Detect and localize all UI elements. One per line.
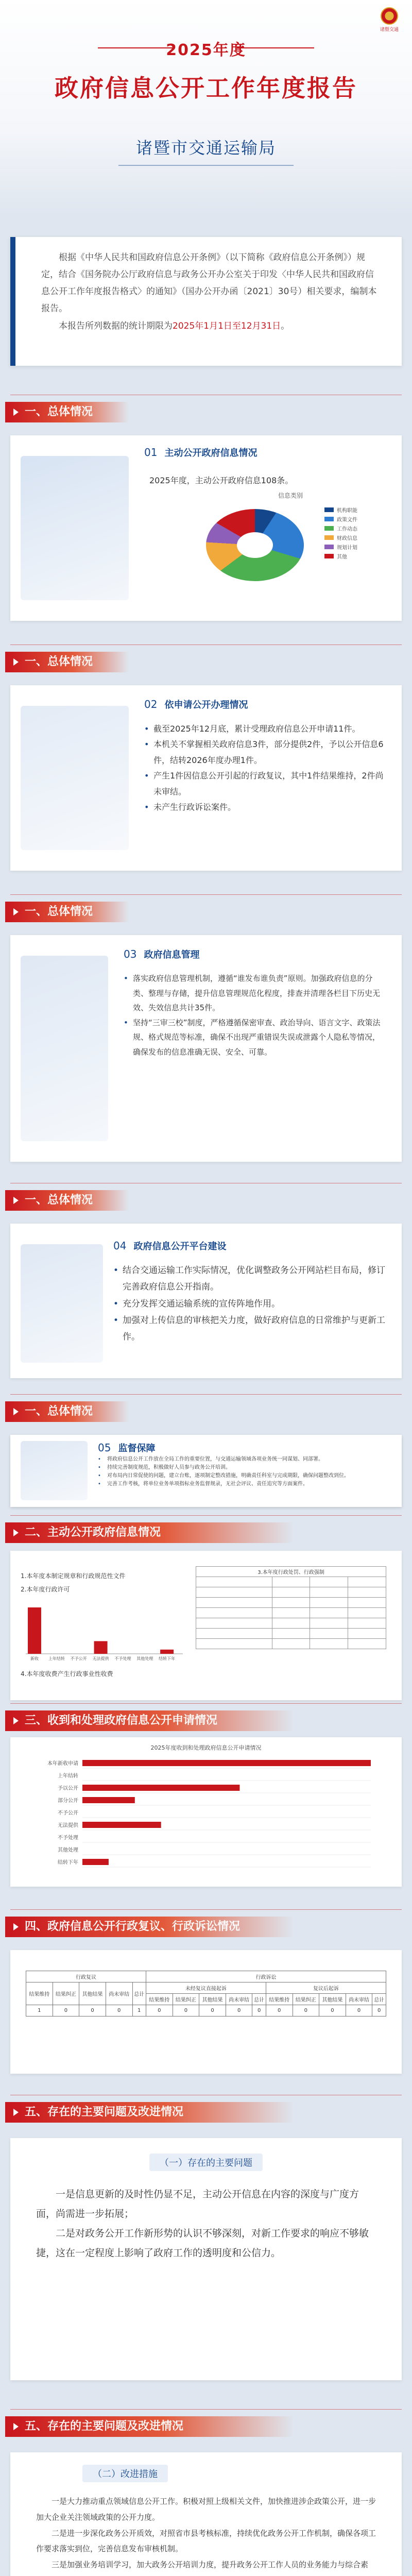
legend-swatch — [324, 507, 334, 512]
table-cell: 0 — [226, 2005, 252, 2016]
chart-bar — [82, 1822, 161, 1828]
tick-label: 本年新收申请 — [47, 1761, 78, 1767]
tick-label: 上年结转 — [58, 1773, 78, 1779]
section-title: 五、存在的主要问题及改进情况 — [25, 2106, 184, 2119]
table-cell: 0 — [266, 2005, 293, 2016]
legend-swatch — [324, 554, 334, 558]
section-header-4 — [0, 1906, 412, 1942]
table-cell: 0 — [53, 2005, 79, 2016]
section-header-1b — [0, 641, 412, 677]
table-cell: 0 — [319, 2005, 346, 2016]
sub-number: 05 — [98, 1442, 111, 1454]
measure-item: 三是加强业务培训学习，加大政务公开培训力度，提升政务公开工作人员的业务能力与综合素 — [52, 2560, 369, 2569]
chart-label: 2.本年度行政许可 — [21, 1586, 70, 1593]
triangle-icon — [13, 2109, 19, 2116]
tick-label: 部分公开 — [58, 1798, 78, 1804]
table-header: 尚未审结 — [106, 1982, 132, 2005]
triangle-icon — [13, 658, 19, 666]
section-title: 一、总体情况 — [25, 405, 93, 418]
table-header: 总计 — [252, 1994, 266, 2005]
legend-swatch — [324, 517, 334, 521]
emblem-icon — [381, 7, 398, 25]
legend-label: 其他 — [337, 554, 347, 560]
card-sub01 — [10, 435, 402, 621]
legend-item — [324, 551, 357, 561]
section-title: 一、总体情况 — [25, 655, 93, 668]
sub-number: 01 — [144, 446, 158, 459]
section-title: 一、总体情况 — [25, 1405, 93, 1418]
section-title: 三、收到和处理政府信息公开申请情况 — [25, 1714, 218, 1727]
intro-card — [10, 237, 402, 366]
triangle-icon — [13, 409, 19, 416]
section-header-1c — [0, 891, 412, 927]
list-item: • 对布局内日常促使的问题，建立台账，逐项制定整改措施，明确责任科室与完成期限，确保问题整改到位。 — [98, 1472, 391, 1480]
table-header: 总计 — [372, 1994, 386, 2005]
year-title: 2025年度 — [166, 41, 246, 59]
tick-label: 不予公开 — [58, 1810, 78, 1816]
table-header: 其他结果 — [79, 1982, 106, 2005]
problems-card — [10, 2138, 402, 2380]
table-cell: 0 — [293, 2005, 319, 2016]
report-header — [0, 0, 412, 216]
tick-label: 结转下年 — [58, 1860, 78, 1866]
sub-tag: （一）存在的主要问题 — [149, 2154, 263, 2171]
measure-item: 二是进一步深化政务公开质效，对照省市县考核标准，持续优化政务公开工作机制，确保各项工作要求落实到位，完善信息发布审核机制。 — [36, 2528, 376, 2554]
legend-swatch — [324, 535, 334, 540]
list-item: • 产生1件因信息公开引起的行政复议，其中1件结果维持，2件尚未审结。 — [144, 768, 386, 800]
section3-bars — [21, 1753, 391, 1882]
table-cell: 0 — [372, 2005, 386, 2016]
list-item: • 坚持“三审三校”制度，严格遵循保密审查、政治导向、语言文字、政策法规、格式规范等标准，确保不出现严重错误失误或泄露个人隐私等情况，确保发布的信息准确无误、安全、可靠。 — [124, 1015, 386, 1060]
list-item: • 截至2025年12月底，累计受理政府信息公开申请11件。 — [144, 721, 386, 737]
intro-period — [41, 318, 381, 335]
period-value: 2025年1月1日至12月31日 — [173, 320, 281, 331]
decor-image — [21, 706, 129, 850]
sub-number: 03 — [124, 948, 137, 960]
legend-swatch — [324, 545, 334, 549]
period-prefix: 本报告所列数据的统计期限为 — [59, 320, 173, 331]
section-header-1 — [0, 392, 412, 428]
problems-text — [36, 2184, 376, 2263]
table-header: 结果维持 — [266, 1994, 293, 2005]
tick-label: 其他处理 — [136, 1656, 153, 1661]
section-title: 一、总体情况 — [25, 905, 93, 918]
list-item: • 结合交通运输工作实际情况，优化调整政务公开网站栏目布局，修订完善政府信息公开指南。 — [113, 1262, 386, 1296]
tick-label: 结转下年 — [159, 1656, 176, 1661]
legend-label: 财政信息 — [337, 535, 357, 541]
table-header: 复议后起诉 — [266, 1982, 386, 1994]
chart-bar — [82, 1785, 239, 1791]
list-item: • 将政府信息公开工作放在全局工作的重要位置，与交通运输领域各项业务统一同谋划、同部署。 — [98, 1455, 391, 1464]
divider — [118, 165, 294, 166]
triangle-icon — [13, 1923, 19, 1930]
pie-title: 信息类别 — [278, 492, 303, 499]
table-cell: 0 — [252, 2005, 266, 2016]
chart-bar — [82, 1859, 109, 1865]
chart-bar — [28, 1607, 41, 1654]
main-title: 政府信息公开工作年度报告 — [55, 74, 357, 102]
section-header-5b — [0, 2406, 412, 2442]
table-cell: 3.本年度行政处罚、行政强制 — [196, 1567, 386, 1577]
tick-label: 不予公开 — [70, 1656, 87, 1661]
emblem-text: 诸暨交通 — [380, 27, 399, 32]
sub04-list — [113, 1262, 386, 1345]
section-title: 四、政府信息公开行政复议、行政诉讼情况 — [25, 1920, 241, 1933]
section2-chart — [10, 1551, 402, 1700]
chart-bar — [94, 1641, 108, 1654]
legend-item — [324, 542, 357, 551]
list-item: • 持续完善制度规范，积极做好人员参与政务公开培训。 — [98, 1464, 391, 1472]
tick-label: 上年结转 — [48, 1656, 65, 1661]
chart-bar — [82, 1797, 135, 1803]
triangle-icon — [13, 1408, 19, 1415]
list-item: • 落实政府信息管理机制，遵循“谁发布谁负责”原则。加强政府信息的分类、整理与存储，提升信息管理规范化程度，排查并清理各栏目下历史无效、失效信息共计35件。 — [124, 971, 386, 1015]
section4-table — [26, 1971, 386, 2016]
card-sub04 — [10, 1224, 402, 1378]
pie-donut — [206, 509, 304, 581]
table-header: 结果维持 — [26, 1982, 53, 2005]
table-header: 总计 — [132, 1982, 146, 2005]
list-item: • 充分发挥交通运输系统的宣传阵地作用。 — [113, 1296, 386, 1312]
table-row — [26, 2005, 386, 2016]
decor-image — [21, 456, 129, 600]
list-item: • 完善工作考核，将单位业务单项指标业务监督规录，无社会评议、责任追究等方面案件。 — [98, 1480, 391, 1488]
period-suffix: 。 — [281, 320, 290, 331]
section2-bars — [21, 1597, 185, 1664]
section-header-2 — [0, 1512, 412, 1548]
sub-label: 政府信息公开平台建设 — [133, 1241, 227, 1252]
table-cell: 0 — [173, 2005, 199, 2016]
sub-label: 主动公开政府信息情况 — [164, 448, 258, 459]
legend-item — [324, 505, 357, 514]
table-header: 其他结果 — [199, 1994, 226, 2005]
legend-label: 政策文件 — [337, 517, 357, 523]
table-cell: 1 — [132, 2005, 146, 2016]
triangle-icon — [13, 2423, 19, 2430]
sub-label: 监督保障 — [118, 1443, 156, 1454]
problem-item: 二是对政务公开工作新形势的认识不够深刻，对新工作要求的响应不够敏捷，这在一定程度上影响了政府工作的透明度和公信力。 — [36, 2228, 369, 2259]
legend-item — [324, 533, 357, 542]
pie-chart — [149, 500, 366, 618]
tick-label: 其他处理 — [58, 1848, 78, 1853]
sub05-list — [98, 1455, 391, 1488]
table-cell: 0 — [199, 2005, 226, 2016]
problem-item: 一是信息更新的及时性仍显不足，主动公开信息在内容的深度与广度方面，尚需进一步拓展； — [36, 2189, 359, 2219]
decor-image — [21, 1441, 88, 1500]
chart-bar — [82, 1760, 371, 1766]
measures-text — [36, 2494, 376, 2576]
intro-paragraph: 根据《中华人民共和国政府信息公开条例》（以下简称《政府信息公开条例》）规定，结合《国务院办公厅政府信息与政务公开办公室关于印发〈中华人民共和国政府信息公开工作年度报告格式〉的通知》（国办公开办函〔2021〕30号）相关要求，编制本报告。 — [41, 252, 377, 314]
tick-label: 新收 — [30, 1656, 39, 1661]
section-header-1d — [0, 1180, 412, 1216]
measure-item: 一是大力推动重点领域信息公开工作。积极对照上级相关文件，加快推进涉企政策公开，进一步加大企业关注领域政策的公开力度。 — [36, 2497, 376, 2522]
card-sub03 — [10, 935, 402, 1162]
section-header-5 — [0, 2092, 412, 2128]
tick-label: 无法提供 — [58, 1823, 78, 1828]
triangle-icon — [13, 908, 19, 916]
table-cell: 1 — [26, 2005, 53, 2016]
legend-label: 机构职能 — [337, 507, 357, 514]
legend-label: 规划计划 — [337, 545, 357, 551]
table-cell: 0 — [106, 2005, 132, 2016]
decor-image — [21, 1244, 103, 1363]
emblem — [380, 7, 399, 31]
legend-swatch — [324, 526, 334, 531]
list-item: • 加强对上传信息的审核把关力度，做好政府信息的日常维护与更新工作。 — [113, 1312, 386, 1346]
table-header: 尚未审结 — [226, 1994, 252, 2005]
table-cell: 0 — [346, 2005, 372, 2016]
table-header: 行政诉讼 — [146, 1971, 386, 1982]
sub02-list — [144, 721, 386, 815]
table-header: 结果维持 — [146, 1994, 173, 2005]
chart-title: 2025年度收到和处理政府信息公开申请情况 — [150, 1744, 262, 1751]
sub-label: 依申请公开办理情况 — [164, 700, 248, 710]
sub-number: 04 — [113, 1240, 127, 1252]
list-item: • 本机关不掌握相关政府信息3件，部分提供2件，予以公开信息6件，结转2026年度办理1件。 — [144, 737, 386, 768]
sub01-stat: 2025年度，主动公开政府信息108条。 — [149, 476, 294, 485]
table-header: 行政复议 — [26, 1971, 146, 1982]
table-header: 结果纠正 — [173, 1994, 199, 2005]
chart-bar — [160, 1650, 174, 1654]
legend-item — [324, 523, 357, 533]
sub-number: 02 — [144, 698, 158, 710]
table-header: 结果纠正 — [53, 1982, 79, 2005]
section2-table — [196, 1566, 386, 1649]
sub-label: 政府信息管理 — [144, 950, 200, 960]
measures-card — [10, 2452, 402, 2576]
tick-label: 无法提供 — [92, 1656, 109, 1661]
table-header: 未经复议直接起诉 — [146, 1982, 266, 1994]
table-header: 尚未审结 — [346, 1994, 372, 2005]
table-cell: 0 — [146, 2005, 173, 2016]
sub-tag: （二）改进措施 — [82, 2465, 168, 2482]
section-title: 二、主动公开政府信息情况 — [25, 1526, 161, 1539]
sub03-list — [124, 971, 386, 1059]
triangle-icon — [13, 1717, 19, 1724]
table-header: 其他结果 — [319, 1994, 346, 2005]
section4-table-box — [10, 1950, 402, 2074]
section-header-1e — [0, 1391, 412, 1427]
tick-label: 予以公开 — [58, 1786, 78, 1791]
card-sub02 — [10, 685, 402, 871]
list-item: • 未产生行政诉讼案件。 — [144, 800, 386, 815]
section3-chart — [10, 1737, 402, 1887]
section-header-3 — [0, 1700, 412, 1736]
triangle-icon — [13, 1197, 19, 1204]
tick-label: 不予处理 — [114, 1656, 131, 1661]
chart-label: 1.本年度本制定规章和行政规范性文件 — [21, 1572, 126, 1580]
table-header: 结果纠正 — [293, 1994, 319, 2005]
org-title: 诸暨市交通运输局 — [135, 138, 276, 158]
section-title: 一、总体情况 — [25, 1194, 93, 1207]
section-title: 五、存在的主要问题及改进情况 — [25, 2420, 184, 2433]
tick-label: 不予处理 — [58, 1835, 78, 1841]
legend-item — [324, 514, 357, 523]
decor-image — [21, 956, 108, 1141]
triangle-icon — [13, 1529, 19, 1536]
card-sub05-content — [10, 1435, 402, 1507]
legend-label: 工作动态 — [337, 526, 357, 532]
table-cell: 0 — [79, 2005, 106, 2016]
pie-legend — [324, 505, 357, 561]
chart-label: 4.本年度收费产生行政事业性收费 — [21, 1670, 113, 1677]
